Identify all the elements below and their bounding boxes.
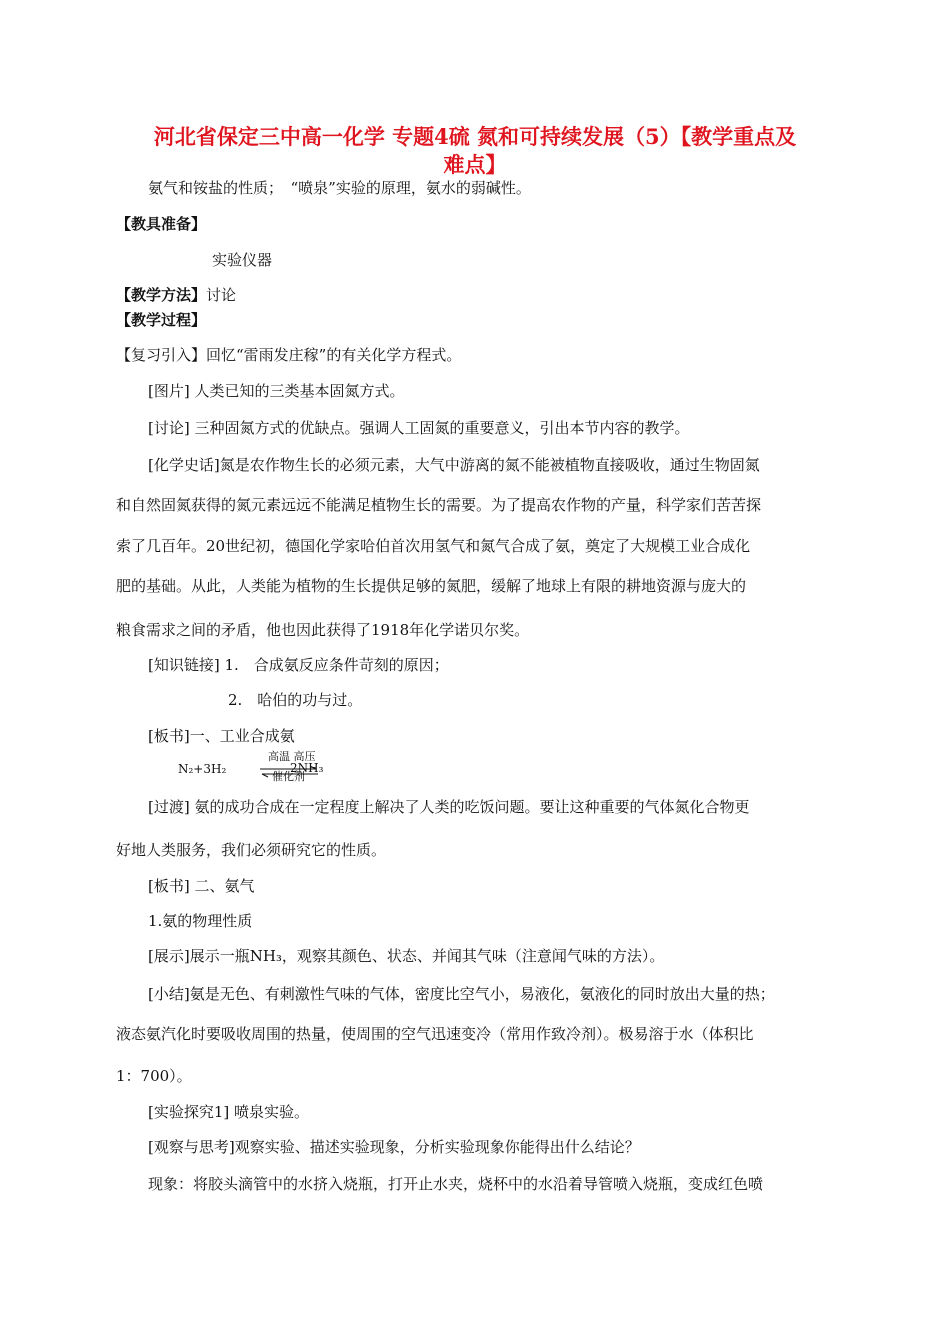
discuss-note: [讨论] 三种固氮方式的优缺点。强调人工固氮的重要意义，引出本节内容的教学。 [148, 419, 690, 437]
phenomenon-text: 现象：将胶头滴管中的水挤入烧瓶，打开止水夹，烧杯中的水沿着导管喷入烧瓶，变成红色喷 [148, 1175, 764, 1193]
history-line: 粮食需求之间的矛盾，他也因此获得了1918年化学诺贝尔奖。 [116, 621, 530, 639]
show-note: [展示]展示一瓶NH₃，观察其颜色、状态、并闻其气味（注意闻气味的方法）。 [148, 947, 665, 965]
summary-line: [小结]氨是无色、有刺激性气味的气体，密度比空气小，易液化，氨液化的同时放出大量的热； [148, 985, 775, 1003]
method-text: 讨论 [206, 286, 237, 304]
history-line: 和自然固氮获得的氮元素远远不能满足植物生长的需要。为了提高农作物的产量，科学家们苦苦探 [116, 496, 762, 514]
equation-condition-bottom: 催化剂 [272, 770, 305, 783]
knowledge-link-2: 2. 哈伯的功与过。 [228, 691, 363, 709]
ammonia-synthesis-equation [178, 750, 348, 788]
board-note-1: [板书]一、工业合成氨 [148, 727, 295, 745]
history-line: [化学史话]氮是农作物生长的必须元素，大气中游离的氮不能被植物直接吸收，通过生物固氮 [148, 456, 760, 474]
document-title-line2: 难点】 [443, 152, 507, 177]
history-line: 肥的基础。从此，人类能为植物的生长提供足够的氮肥，缓解了地球上有限的耕地资源与庞大的 [116, 577, 747, 595]
experiment-note: [实验探究1] 喷泉实验。 [148, 1103, 310, 1121]
tools-text: 实验仪器 [212, 251, 273, 269]
equation-condition-top: 高温 高压 [268, 750, 316, 763]
reversible-arrow-icon [258, 766, 320, 778]
summary-line: 1：700）。 [116, 1067, 192, 1085]
method-heading: 【教学方法】 [116, 286, 207, 304]
document-title-line1: 河北省保定三中高一化学 专题4硫 氮和可持续发展（5）【教学重点及 [153, 124, 797, 149]
teaching-focus: 氨气和铵盐的性质； “喷泉”实验的原理，氨水的弱碱性。 [148, 179, 531, 197]
process-heading: 【教学过程】 [116, 311, 207, 329]
transition-line: [过渡] 氨的成功合成在一定程度上解决了人类的吃饭问题。要让这种重要的气体氮化合物更 [148, 798, 750, 816]
method-row [116, 285, 236, 305]
picture-note: [图片] 人类已知的三类基本固氮方式。 [148, 382, 405, 400]
tools-heading: 【教具准备】 [116, 215, 207, 233]
equation-product: 2NH₃ [290, 761, 324, 775]
review-intro: 【复习引入】回忆“雷雨发庄稼”的有关化学方程式。 [116, 346, 462, 364]
knowledge-link-1: [知识链接] 1. 合成氨反应条件苛刻的原因； [148, 656, 449, 674]
board-note-2: [板书] 二、氨气 [148, 877, 255, 895]
summary-line: 液态氨汽化时要吸收周围的热量，使周围的空气迅速变冷（常用作致冷剂）。极易溶于水（体积比 [116, 1025, 754, 1043]
transition-line: 好地人类服务，我们必须研究它的性质。 [116, 841, 387, 859]
physical-properties-heading: 1.氨的物理性质 [148, 912, 253, 930]
equation-reactants: N₂+3H₂ [178, 762, 227, 776]
observe-note: [观察与思考]观察实验、描述实验现象，分析实验现象你能得出什么结论？ [148, 1138, 640, 1156]
history-line: 索了几百年。20世纪初，德国化学家哈伯首次用氢气和氮气合成了氨，奠定了大规模工业合成化 [116, 537, 751, 555]
